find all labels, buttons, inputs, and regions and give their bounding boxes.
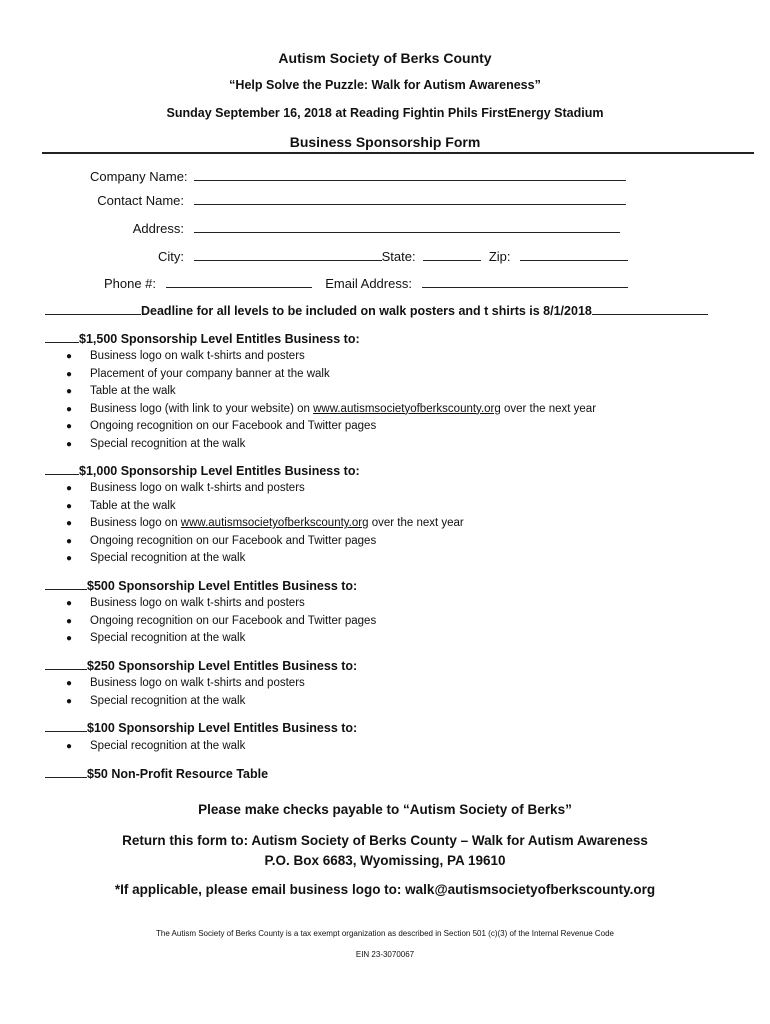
list-item: ● Special recognition at the walk xyxy=(66,630,376,648)
bullet-icon: ● xyxy=(66,615,73,627)
level-1000-heading xyxy=(45,463,360,478)
return-address: Return this form to: Autism Society of Berks County – Walk for Autism Awareness xyxy=(122,833,648,848)
list-item: ● Table at the walk xyxy=(66,498,464,516)
level-title: $50 Non-Profit Resource Table xyxy=(87,767,269,781)
bullet-icon: ● xyxy=(66,741,73,752)
bullet-icon: ● xyxy=(66,368,73,380)
list-item: ● Special recognition at the walk xyxy=(66,436,596,454)
level-checkbox-line[interactable] xyxy=(45,658,87,670)
address-row xyxy=(90,220,620,236)
email-field[interactable] xyxy=(422,275,628,288)
city-label: City: xyxy=(158,249,184,264)
email-label: Email Address: xyxy=(325,276,412,291)
bullet-icon: ● xyxy=(66,633,73,644)
phone-label: Phone #: xyxy=(103,276,156,291)
city-field[interactable] xyxy=(194,248,382,261)
level-250-benefits xyxy=(66,675,305,710)
level-500-benefits xyxy=(66,595,376,648)
address-label: Address: xyxy=(132,221,184,236)
bullet-icon: ● xyxy=(66,500,73,512)
deadline-blank-right xyxy=(592,303,708,315)
list-item: ● Business logo (with link to your website) on www.autismsocietyofberkscounty.org over the next year xyxy=(66,401,596,419)
zip-field[interactable] xyxy=(520,248,628,261)
bullet-icon: ● xyxy=(66,518,73,529)
level-100-benefits xyxy=(66,738,245,756)
level-title: $1,000 Sponsorship Level Entitles Business to: xyxy=(79,464,360,478)
deadline-text: Deadline for all levels to be included on walk posters and t shirts is 8/1/2018 xyxy=(141,304,592,318)
org-title: Autism Society of Berks County xyxy=(278,50,492,66)
phone-row xyxy=(90,275,628,291)
bullet-icon: ● xyxy=(66,598,73,609)
bullet-icon: ● xyxy=(66,483,73,494)
level-title: $1,500 Sponsorship Level Entitles Business to: xyxy=(79,332,360,346)
level-checkbox-line[interactable] xyxy=(45,463,79,475)
checks-payable: Please make checks payable to “Autism Society of Berks” xyxy=(198,802,572,817)
tax-exempt-note: The Autism Society of Berks County is a tax exempt organization as described in Section 501 (c)(3) of the Internal Revenue Code xyxy=(155,929,614,938)
level-250-heading xyxy=(45,658,357,673)
event-line: Sunday September 16, 2018 at Reading Fightin Phils FirstEnergy Stadium xyxy=(166,106,604,120)
level-checkbox-line[interactable] xyxy=(45,578,87,590)
level-100-heading xyxy=(45,720,357,735)
bullet-icon: ● xyxy=(66,386,73,397)
bullet-icon: ● xyxy=(66,535,73,547)
list-item: ● Special recognition at the walk xyxy=(66,738,245,756)
website-link[interactable]: www.autismsocietyofberkscounty.org xyxy=(180,517,369,529)
level-1500-benefits xyxy=(66,348,596,453)
tagline: “Help Solve the Puzzle: Walk for Autism Awareness” xyxy=(229,78,541,92)
list-item: ● Business logo on walk t-shirts and posters xyxy=(66,480,464,498)
level-checkbox-line[interactable] xyxy=(45,720,87,732)
deadline-row xyxy=(45,303,708,318)
bullet-icon: ● xyxy=(66,438,73,450)
level-1500-heading xyxy=(45,331,360,346)
list-item: ● Special recognition at the walk xyxy=(66,550,464,568)
contact-row xyxy=(90,192,626,208)
bullet-icon: ● xyxy=(66,553,73,564)
email-logo-note: *If applicable, please email business logo to: walk@autismsocietyofberkscounty.org xyxy=(114,882,656,897)
bullet-icon: ● xyxy=(66,403,73,415)
company-row xyxy=(90,168,626,184)
contact-label: Contact Name: xyxy=(97,193,184,208)
city-row xyxy=(90,248,628,264)
list-item: ● Business logo on walk t-shirts and posters xyxy=(66,675,305,693)
list-item: ● Placement of your company banner at the walk xyxy=(66,366,596,384)
zip-label: Zip: xyxy=(488,249,511,264)
state-label: State: xyxy=(381,249,416,264)
website-link[interactable]: www.autismsocietyofberkscounty.org xyxy=(313,402,501,415)
bullet-icon: ● xyxy=(66,695,73,707)
state-field[interactable] xyxy=(423,248,481,261)
bullet-icon: ● xyxy=(66,351,73,362)
level-checkbox-line[interactable] xyxy=(45,331,79,343)
list-item: ● Business logo on walk t-shirts and posters xyxy=(66,348,596,366)
level-title: $500 Sponsorship Level Entitles Business to: xyxy=(87,579,358,593)
list-item: ● Business logo on www.autismsocietyofberkscounty.org over the next year xyxy=(66,515,464,533)
company-label: Company Name: xyxy=(90,169,188,184)
list-item: ● Ongoing recognition on our Facebook and Twitter pages xyxy=(66,533,464,551)
level-title: $250 Sponsorship Level Entitles Business to: xyxy=(87,659,358,673)
bullet-icon: ● xyxy=(66,421,73,432)
level-500-heading xyxy=(45,578,357,593)
deadline-blank-left xyxy=(45,303,141,315)
phone-field[interactable] xyxy=(166,275,312,288)
company-field[interactable] xyxy=(194,168,626,181)
list-item: ● Table at the walk xyxy=(66,383,596,401)
level-checkbox-line[interactable] xyxy=(45,766,87,778)
list-item: ● Special recognition at the walk xyxy=(66,693,305,711)
po-box: P.O. Box 6683, Wyomissing, PA 19610 xyxy=(264,853,506,868)
list-item: ● Ongoing recognition on our Facebook and Twitter pages xyxy=(66,418,596,436)
level-1000-benefits xyxy=(66,480,464,568)
list-item: ● Business logo on walk t-shirts and posters xyxy=(66,595,376,613)
contact-field[interactable] xyxy=(194,192,626,205)
bullet-icon: ● xyxy=(66,678,73,689)
ein: EIN 23-3070067 xyxy=(355,950,415,959)
list-item: ● Ongoing recognition on our Facebook and Twitter pages xyxy=(66,613,376,631)
address-field[interactable] xyxy=(194,220,620,233)
header-divider xyxy=(42,152,754,154)
level-title: $100 Sponsorship Level Entitles Business to: xyxy=(87,721,358,735)
form-title: Business Sponsorship Form xyxy=(289,134,481,150)
level-50-heading xyxy=(45,766,268,781)
